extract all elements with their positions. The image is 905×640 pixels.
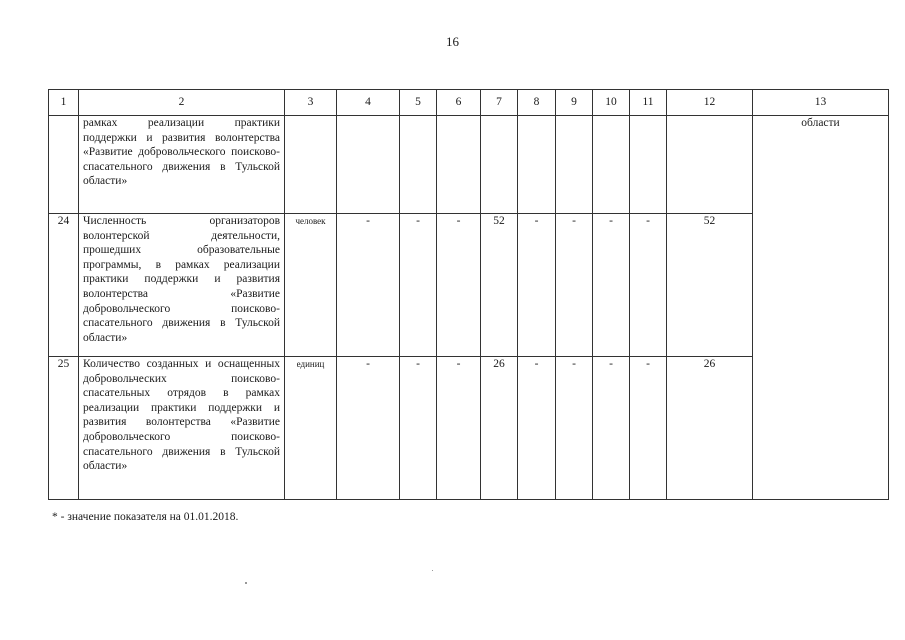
- indicator-description: Количество созданных и оснащенных добровольческих поисково-спасательных отрядов в рамках реализации практики поддержки и развития волонтерства «Развитие добровольческого поисково-спасательного движения в Тульской области»: [79, 357, 285, 500]
- value-cell: [630, 116, 667, 214]
- value-cell: 52: [667, 214, 753, 357]
- value-cell: [518, 116, 556, 214]
- value-cell: -: [400, 357, 437, 500]
- footnote: * - значение показателя на 01.01.2018.: [52, 511, 239, 523]
- value-cell: [337, 116, 400, 214]
- value-cell: 26: [481, 357, 518, 500]
- column-header: 9: [556, 90, 593, 116]
- value-cell: [400, 116, 437, 214]
- row-number: [49, 116, 79, 214]
- value-cell: -: [630, 214, 667, 357]
- column-header: 11: [630, 90, 667, 116]
- value-cell: 26: [667, 357, 753, 500]
- value-cell: [437, 116, 481, 214]
- column-header: 4: [337, 90, 400, 116]
- column-header: 3: [285, 90, 337, 116]
- column-header: 13: [753, 90, 889, 116]
- column-header: 5: [400, 90, 437, 116]
- page-number: 16: [446, 34, 459, 49]
- value-cell: -: [556, 357, 593, 500]
- column-header: 1: [49, 90, 79, 116]
- column-header: 6: [437, 90, 481, 116]
- unit-cell: [285, 116, 337, 214]
- responsible-note: области: [753, 116, 889, 500]
- value-cell: [667, 116, 753, 214]
- indicator-description: Численность организаторов волонтерской деятельности, прошедших образовательные программы, в рамках реализации практики поддержки и развития волонтерства «Развитие добровольческого поисково-спасательного движения в Тульской области»: [79, 214, 285, 357]
- value-cell: -: [518, 357, 556, 500]
- value-cell: -: [556, 214, 593, 357]
- column-header: 10: [593, 90, 630, 116]
- value-cell: -: [593, 357, 630, 500]
- scan-speck: [245, 582, 247, 584]
- column-header: 8: [518, 90, 556, 116]
- value-cell: [481, 116, 518, 214]
- value-cell: -: [437, 357, 481, 500]
- indicators-table: [48, 89, 889, 500]
- scan-speck: [432, 570, 433, 571]
- value-cell: -: [630, 357, 667, 500]
- value-cell: [593, 116, 630, 214]
- value-cell: -: [593, 214, 630, 357]
- unit-cell: человек: [285, 214, 337, 357]
- value-cell: -: [437, 214, 481, 357]
- value-cell: 52: [481, 214, 518, 357]
- value-cell: -: [337, 214, 400, 357]
- table-header-row: [49, 90, 889, 116]
- column-header: 7: [481, 90, 518, 116]
- value-cell: -: [337, 357, 400, 500]
- indicator-description: рамках реализации практики поддержки и развития волонтерства «Развитие добровольческого поисково-спасательного движения в Тульской области»: [79, 116, 285, 214]
- value-cell: -: [518, 214, 556, 357]
- column-header: 12: [667, 90, 753, 116]
- value-cell: -: [400, 214, 437, 357]
- column-header: 2: [79, 90, 285, 116]
- unit-cell: единиц: [285, 357, 337, 500]
- row-number: 24: [49, 214, 79, 357]
- row-number: 25: [49, 357, 79, 500]
- value-cell: [556, 116, 593, 214]
- table-row: [49, 116, 889, 214]
